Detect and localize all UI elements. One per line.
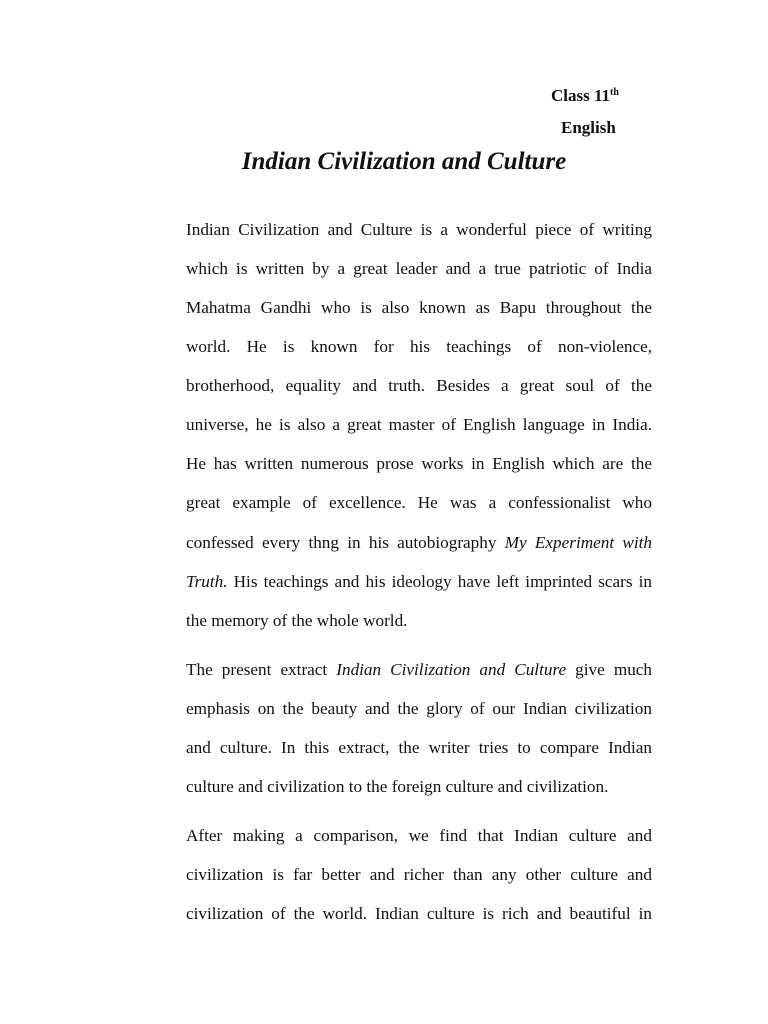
paragraph-2-line-3: and culture. In this extract, the writer tries to compare Indian <box>186 738 652 757</box>
paragraph-1-line-11: the memory of the whole world. <box>186 611 408 630</box>
paragraph-3-line-3: civilization of the world. Indian culture is rich and beautiful in <box>186 904 652 923</box>
paragraph-1-line-3: Mahatma Gandhi who is also known as Bapu throughout the <box>186 298 652 317</box>
subject-label: English <box>561 118 616 137</box>
paragraph-1-line-6: universe, he is also a great master of English language in India. <box>186 415 652 434</box>
paragraph-1-line-7: He has written numerous prose works in English which are the <box>186 454 652 473</box>
paragraph-2-line-4: culture and civilization to the foreign culture and civilization. <box>186 777 609 796</box>
paragraph-1-line-5: brotherhood, equality and truth. Besides a great soul of the <box>186 376 652 395</box>
paragraph-1-line-4: world. He is known for his teachings of non-violence, <box>186 337 652 356</box>
p2-line-1-before: The present extract <box>186 660 337 679</box>
paragraph-1-line-8: great example of excellence. He was a confessionalist who <box>186 493 652 512</box>
paragraph-3-line-1: After making a comparison, we find that Indian culture and <box>186 826 652 845</box>
p2-line-1-after: give much <box>566 660 652 679</box>
paragraph-3-line-2: civilization is far better and richer than any other culture and <box>186 865 652 884</box>
line-9-text: confessed every thng in his autobiography <box>186 533 505 552</box>
class-label <box>551 86 619 106</box>
paragraph-1-line-1: Indian Civilization and Culture is a wonderful piece of writing <box>186 220 652 239</box>
class-superscript: th <box>610 87 619 98</box>
book-title-part-1: My Experiment with <box>504 533 652 552</box>
paragraph-1-line-9 <box>186 532 652 554</box>
paragraph-2-line-1 <box>186 659 652 681</box>
class-label-text: Class 11 <box>551 86 611 105</box>
paragraph-2-line-2: emphasis on the beauty and the glory of our Indian civilization <box>186 699 652 718</box>
paragraph-1-line-10 <box>186 571 652 593</box>
document-title: Indian Civilization and Culture <box>241 148 567 175</box>
line-10-text: His teachings and his ideology have left imprinted scars in <box>227 572 652 591</box>
paragraph-1-line-2: which is written by a great leader and a true patriotic of India <box>186 259 652 278</box>
book-title-part-2: Truth. <box>186 572 228 591</box>
extract-title: Indian Civilization and Culture <box>336 660 567 679</box>
